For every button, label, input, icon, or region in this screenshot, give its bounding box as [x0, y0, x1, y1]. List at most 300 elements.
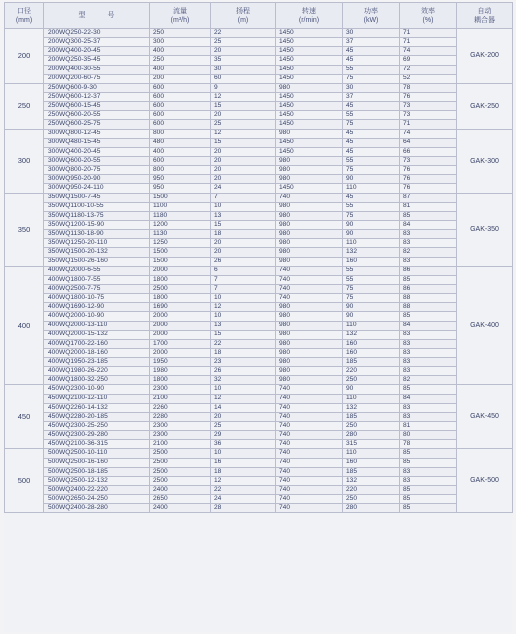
power-cell: 90: [343, 385, 400, 394]
efficiency-cell: 83: [400, 403, 457, 412]
efficiency-cell: 85: [400, 486, 457, 495]
efficiency-cell: 82: [400, 376, 457, 385]
head-cell: 12: [211, 476, 276, 485]
efficiency-cell: 71: [400, 38, 457, 47]
table-row: [5, 367, 513, 376]
flow-cell: 1200: [150, 220, 211, 229]
flow-cell: 950: [150, 184, 211, 193]
coupler-cell: GAK-200: [457, 29, 513, 84]
power-cell: 75: [343, 284, 400, 293]
model-cell: 400WQ1800-32-250: [44, 376, 150, 385]
efficiency-cell: 74: [400, 47, 457, 56]
flow-cell: 1800: [150, 275, 211, 284]
model-cell: 250WQ600-25-75: [44, 120, 150, 129]
table-row: [5, 38, 513, 47]
head-cell: 20: [211, 147, 276, 156]
efficiency-cell: 73: [400, 111, 457, 120]
model-cell: 450WQ2100-12-110: [44, 394, 150, 403]
table-body: [5, 29, 513, 513]
flow-cell: 1700: [150, 339, 211, 348]
speed-cell: 1450: [276, 111, 343, 120]
table-row: [5, 56, 513, 65]
head-cell: 20: [211, 47, 276, 56]
speed-cell: 740: [276, 193, 343, 202]
header-flow: 流量 (m³/h): [150, 3, 211, 29]
model-cell: 250WQ600-12-37: [44, 92, 150, 101]
power-cell: 250: [343, 376, 400, 385]
table-row: [5, 440, 513, 449]
power-cell: 55: [343, 65, 400, 74]
table-row: [5, 166, 513, 175]
flow-cell: 600: [150, 120, 211, 129]
flow-cell: 950: [150, 175, 211, 184]
head-cell: 20: [211, 248, 276, 257]
table-row: [5, 184, 513, 193]
caliber-cell: 250: [5, 83, 44, 129]
head-cell: 29: [211, 431, 276, 440]
speed-cell: 740: [276, 449, 343, 458]
flow-cell: 1980: [150, 367, 211, 376]
flow-cell: 2100: [150, 394, 211, 403]
head-cell: 26: [211, 257, 276, 266]
table-row: [5, 230, 513, 239]
power-cell: 55: [343, 266, 400, 275]
table-row: [5, 65, 513, 74]
header-row: [5, 3, 513, 29]
flow-cell: 800: [150, 166, 211, 175]
efficiency-cell: 73: [400, 102, 457, 111]
head-cell: 10: [211, 202, 276, 211]
efficiency-cell: 80: [400, 431, 457, 440]
efficiency-cell: 78: [400, 440, 457, 449]
flow-cell: 2000: [150, 330, 211, 339]
efficiency-cell: 71: [400, 120, 457, 129]
power-cell: 110: [343, 394, 400, 403]
efficiency-cell: 83: [400, 239, 457, 248]
power-cell: 45: [343, 102, 400, 111]
head-cell: 12: [211, 394, 276, 403]
head-cell: 25: [211, 422, 276, 431]
flow-cell: 2300: [150, 385, 211, 394]
flow-cell: 2000: [150, 312, 211, 321]
power-cell: 45: [343, 193, 400, 202]
speed-cell: 980: [276, 257, 343, 266]
power-cell: 45: [343, 47, 400, 56]
flow-cell: 2300: [150, 422, 211, 431]
flow-cell: 1500: [150, 248, 211, 257]
model-cell: 300WQ600-20-55: [44, 156, 150, 165]
table-row: [5, 239, 513, 248]
head-cell: 13: [211, 321, 276, 330]
table-row: [5, 220, 513, 229]
power-cell: 132: [343, 403, 400, 412]
power-cell: 90: [343, 175, 400, 184]
speed-cell: 980: [276, 339, 343, 348]
flow-cell: 1950: [150, 358, 211, 367]
model-cell: 350WQ1100-10-55: [44, 202, 150, 211]
flow-cell: 600: [150, 83, 211, 92]
speed-cell: 1450: [276, 47, 343, 56]
table-header: [5, 3, 513, 29]
head-cell: 7: [211, 275, 276, 284]
table-row: [5, 376, 513, 385]
efficiency-cell: 83: [400, 330, 457, 339]
model-cell: 350WQ1500-20-132: [44, 248, 150, 257]
speed-cell: 980: [276, 239, 343, 248]
head-cell: 13: [211, 211, 276, 220]
efficiency-cell: 52: [400, 74, 457, 83]
table-row: [5, 348, 513, 357]
power-cell: 90: [343, 230, 400, 239]
model-cell: 450WQ2280-20-185: [44, 412, 150, 421]
head-cell: 14: [211, 403, 276, 412]
speed-cell: 980: [276, 348, 343, 357]
caliber-cell: 350: [5, 193, 44, 266]
table-row: [5, 74, 513, 83]
table-row: [5, 156, 513, 165]
model-cell: 200WQ250-22-30: [44, 29, 150, 38]
flow-cell: 600: [150, 156, 211, 165]
model-cell: 350WQ1250-20-110: [44, 239, 150, 248]
model-cell: 200WQ300-25-37: [44, 38, 150, 47]
efficiency-cell: 69: [400, 56, 457, 65]
caliber-cell: 450: [5, 385, 44, 449]
power-cell: 75: [343, 294, 400, 303]
power-cell: 160: [343, 257, 400, 266]
flow-cell: 2650: [150, 495, 211, 504]
speed-cell: 980: [276, 376, 343, 385]
table-row: [5, 29, 513, 38]
caliber-cell: 500: [5, 449, 44, 513]
coupler-cell: GAK-300: [457, 129, 513, 193]
flow-cell: 2400: [150, 504, 211, 513]
table-row: [5, 294, 513, 303]
table-row: [5, 120, 513, 129]
flow-cell: 400: [150, 65, 211, 74]
table-row: [5, 47, 513, 56]
model-cell: 450WQ2300-25-250: [44, 422, 150, 431]
header-head: 扬程 (m): [211, 3, 276, 29]
efficiency-cell: 85: [400, 211, 457, 220]
head-cell: 23: [211, 358, 276, 367]
flow-cell: 2500: [150, 284, 211, 293]
head-cell: 22: [211, 29, 276, 38]
speed-cell: 1450: [276, 147, 343, 156]
model-cell: 200WQ250-35-45: [44, 56, 150, 65]
power-cell: 37: [343, 38, 400, 47]
model-cell: 400WQ2500-7-75: [44, 284, 150, 293]
caliber-cell: 200: [5, 29, 44, 84]
caliber-cell: 300: [5, 129, 44, 193]
table-row: [5, 486, 513, 495]
coupler-cell: GAK-450: [457, 385, 513, 449]
speed-cell: 740: [276, 385, 343, 394]
power-cell: 220: [343, 367, 400, 376]
flow-cell: 1100: [150, 202, 211, 211]
flow-cell: 2500: [150, 476, 211, 485]
head-cell: 15: [211, 102, 276, 111]
model-cell: 300WQ400-20-45: [44, 147, 150, 156]
efficiency-cell: 85: [400, 385, 457, 394]
head-cell: 36: [211, 440, 276, 449]
speed-cell: 1450: [276, 120, 343, 129]
speed-cell: 740: [276, 284, 343, 293]
speed-cell: 740: [276, 294, 343, 303]
table-row: [5, 266, 513, 275]
head-cell: 25: [211, 120, 276, 129]
power-cell: 110: [343, 449, 400, 458]
head-cell: 10: [211, 449, 276, 458]
power-cell: 250: [343, 422, 400, 431]
model-cell: 400WQ2000-18-160: [44, 348, 150, 357]
flow-cell: 2000: [150, 321, 211, 330]
table-row: [5, 303, 513, 312]
head-cell: 10: [211, 385, 276, 394]
model-cell: 400WQ1950-23-185: [44, 358, 150, 367]
speed-cell: 980: [276, 211, 343, 220]
speed-cell: 980: [276, 202, 343, 211]
flow-cell: 2300: [150, 431, 211, 440]
flow-cell: 800: [150, 129, 211, 138]
speed-cell: 980: [276, 220, 343, 229]
header-model: 型 号: [44, 3, 150, 29]
head-cell: 26: [211, 367, 276, 376]
power-cell: 90: [343, 220, 400, 229]
head-cell: 12: [211, 303, 276, 312]
power-cell: 90: [343, 312, 400, 321]
header-power: 功率 (kW): [343, 3, 400, 29]
speed-cell: 1450: [276, 56, 343, 65]
speed-cell: 1450: [276, 29, 343, 38]
power-cell: 132: [343, 330, 400, 339]
speed-cell: 1450: [276, 92, 343, 101]
table-row: [5, 202, 513, 211]
model-cell: 350WQ1130-18-90: [44, 230, 150, 239]
speed-cell: 980: [276, 367, 343, 376]
head-cell: 12: [211, 92, 276, 101]
speed-cell: 740: [276, 431, 343, 440]
power-cell: 160: [343, 348, 400, 357]
power-cell: 250: [343, 495, 400, 504]
table-row: [5, 102, 513, 111]
speed-cell: 980: [276, 330, 343, 339]
speed-cell: 980: [276, 358, 343, 367]
power-cell: 45: [343, 129, 400, 138]
model-cell: 500WQ2400-22-220: [44, 486, 150, 495]
power-cell: 75: [343, 211, 400, 220]
table-row: [5, 312, 513, 321]
model-cell: 250WQ600-9-30: [44, 83, 150, 92]
flow-cell: 2100: [150, 440, 211, 449]
model-cell: 300WQ800-12-45: [44, 129, 150, 138]
efficiency-cell: 83: [400, 358, 457, 367]
power-cell: 185: [343, 358, 400, 367]
model-cell: 350WQ1200-15-90: [44, 220, 150, 229]
flow-cell: 2000: [150, 266, 211, 275]
model-cell: 300WQ950-20-90: [44, 175, 150, 184]
head-cell: 20: [211, 166, 276, 175]
flow-cell: 400: [150, 147, 211, 156]
power-cell: 45: [343, 56, 400, 65]
table-row: [5, 138, 513, 147]
efficiency-cell: 82: [400, 248, 457, 257]
flow-cell: 1130: [150, 230, 211, 239]
model-cell: 200WQ400-20-45: [44, 47, 150, 56]
head-cell: 10: [211, 312, 276, 321]
efficiency-cell: 81: [400, 422, 457, 431]
model-cell: 250WQ600-20-55: [44, 111, 150, 120]
model-cell: 450WQ2300-10-90: [44, 385, 150, 394]
model-cell: 200WQ400-30-55: [44, 65, 150, 74]
speed-cell: 1450: [276, 138, 343, 147]
speed-cell: 1450: [276, 184, 343, 193]
model-cell: 400WQ1800-10-75: [44, 294, 150, 303]
model-cell: 400WQ1980-26-220: [44, 367, 150, 376]
speed-cell: 1450: [276, 38, 343, 47]
flow-cell: 300: [150, 38, 211, 47]
head-cell: 12: [211, 129, 276, 138]
efficiency-cell: 87: [400, 193, 457, 202]
header-speed: 转速 (r/min): [276, 3, 343, 29]
table-row: [5, 431, 513, 440]
power-cell: 220: [343, 486, 400, 495]
power-cell: 45: [343, 138, 400, 147]
efficiency-cell: 85: [400, 504, 457, 513]
head-cell: 30: [211, 65, 276, 74]
speed-cell: 980: [276, 230, 343, 239]
head-cell: 24: [211, 184, 276, 193]
table-row: [5, 111, 513, 120]
flow-cell: 2260: [150, 403, 211, 412]
efficiency-cell: 83: [400, 257, 457, 266]
table-row: [5, 422, 513, 431]
table-row: [5, 458, 513, 467]
speed-cell: 740: [276, 486, 343, 495]
speed-cell: 740: [276, 266, 343, 275]
efficiency-cell: 84: [400, 394, 457, 403]
power-cell: 315: [343, 440, 400, 449]
efficiency-cell: 88: [400, 294, 457, 303]
efficiency-cell: 84: [400, 321, 457, 330]
table-row: [5, 403, 513, 412]
table-row: [5, 211, 513, 220]
efficiency-cell: 83: [400, 348, 457, 357]
model-cell: 350WQ1180-13-75: [44, 211, 150, 220]
model-cell: 300WQ800-20-75: [44, 166, 150, 175]
flow-cell: 600: [150, 92, 211, 101]
speed-cell: 980: [276, 156, 343, 165]
speed-cell: 980: [276, 129, 343, 138]
head-cell: 15: [211, 138, 276, 147]
power-cell: 185: [343, 467, 400, 476]
flow-cell: 1500: [150, 193, 211, 202]
model-cell: 400WQ2000-15-132: [44, 330, 150, 339]
speed-cell: 980: [276, 312, 343, 321]
model-cell: 450WQ2100-36-315: [44, 440, 150, 449]
power-cell: 132: [343, 248, 400, 257]
power-cell: 75: [343, 74, 400, 83]
efficiency-cell: 83: [400, 367, 457, 376]
head-cell: 10: [211, 294, 276, 303]
efficiency-cell: 76: [400, 166, 457, 175]
speed-cell: 740: [276, 403, 343, 412]
speed-cell: 740: [276, 476, 343, 485]
power-cell: 75: [343, 166, 400, 175]
speed-cell: 740: [276, 467, 343, 476]
efficiency-cell: 64: [400, 138, 457, 147]
model-cell: 200WQ200-60-75: [44, 74, 150, 83]
efficiency-cell: 73: [400, 156, 457, 165]
speed-cell: 740: [276, 504, 343, 513]
model-cell: 350WQ1500-7-45: [44, 193, 150, 202]
head-cell: 7: [211, 284, 276, 293]
table-row: [5, 248, 513, 257]
speed-cell: 980: [276, 83, 343, 92]
flow-cell: 2400: [150, 486, 211, 495]
model-cell: 400WQ1690-12-90: [44, 303, 150, 312]
head-cell: 18: [211, 467, 276, 476]
head-cell: 18: [211, 348, 276, 357]
efficiency-cell: 84: [400, 220, 457, 229]
table-row: [5, 321, 513, 330]
efficiency-cell: 85: [400, 458, 457, 467]
efficiency-cell: 83: [400, 230, 457, 239]
speed-cell: 980: [276, 303, 343, 312]
model-cell: 250WQ600-15-45: [44, 102, 150, 111]
head-cell: 24: [211, 495, 276, 504]
model-cell: 500WQ2500-16-160: [44, 458, 150, 467]
head-cell: 22: [211, 339, 276, 348]
speed-cell: 740: [276, 422, 343, 431]
efficiency-cell: 71: [400, 29, 457, 38]
table-row: [5, 147, 513, 156]
efficiency-cell: 83: [400, 467, 457, 476]
flow-cell: 1690: [150, 303, 211, 312]
efficiency-cell: 78: [400, 83, 457, 92]
flow-cell: 2280: [150, 412, 211, 421]
coupler-cell: GAK-500: [457, 449, 513, 513]
flow-cell: 600: [150, 111, 211, 120]
power-cell: 160: [343, 339, 400, 348]
model-cell: 400WQ1700-22-160: [44, 339, 150, 348]
efficiency-cell: 66: [400, 147, 457, 156]
head-cell: 20: [211, 175, 276, 184]
table-row: [5, 385, 513, 394]
speed-cell: 740: [276, 275, 343, 284]
header-caliber: 口径 (mm): [5, 3, 44, 29]
model-cell: 350WQ1500-26-160: [44, 257, 150, 266]
flow-cell: 2500: [150, 467, 211, 476]
efficiency-cell: 83: [400, 476, 457, 485]
speed-cell: 1450: [276, 65, 343, 74]
caliber-cell: 400: [5, 266, 44, 385]
pump-spec-sheet: [4, 2, 512, 632]
efficiency-cell: 85: [400, 275, 457, 284]
speed-cell: 980: [276, 166, 343, 175]
efficiency-cell: 74: [400, 129, 457, 138]
flow-cell: 250: [150, 29, 211, 38]
flow-cell: 600: [150, 102, 211, 111]
table-row: [5, 129, 513, 138]
table-row: [5, 495, 513, 504]
table-row: [5, 504, 513, 513]
table-row: [5, 92, 513, 101]
head-cell: 16: [211, 458, 276, 467]
power-cell: 30: [343, 29, 400, 38]
table-row: [5, 412, 513, 421]
efficiency-cell: 86: [400, 284, 457, 293]
table-row: [5, 476, 513, 485]
